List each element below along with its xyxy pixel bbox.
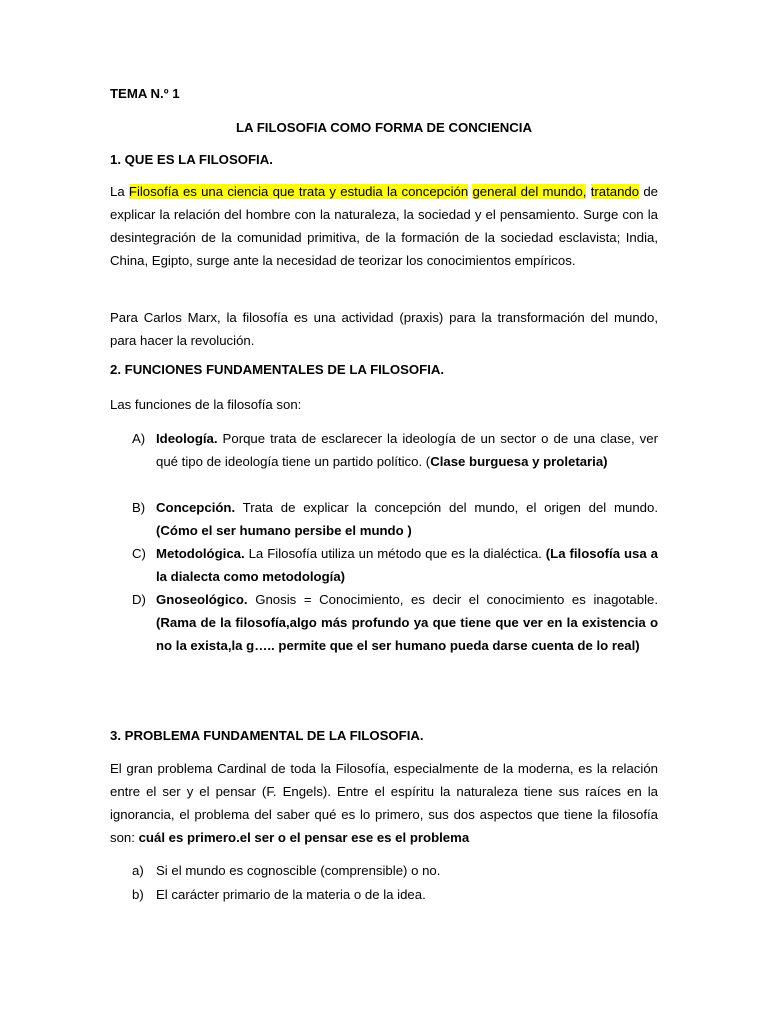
list-marker: B): [132, 500, 146, 515]
text-run: Trata de explicar la concepción del mundo, el origen del mundo.: [235, 500, 658, 515]
list-item: [110, 883, 658, 906]
list-item-text: El carácter primario de la materia o de la idea.: [156, 887, 426, 902]
list-item-text: [156, 496, 658, 542]
text-run-bold: (Rama de la filosofía,algo más profundo ya que tiene que ver en la existencia o no la exista,la g….. permite que el ser humano pueda darse cuenta de lo real): [156, 615, 658, 653]
list-item-text: Si el mundo es cognoscible (comprensible) o no.: [156, 863, 441, 878]
section-2-intro: Las funciones de la filosofía son:: [110, 397, 302, 412]
list-item-term: Concepción.: [156, 500, 236, 515]
list-item: [110, 542, 658, 588]
list-marker: A): [132, 431, 146, 446]
text-run: La Filosofía utiliza un método que es la dialéctica.: [244, 546, 546, 561]
list-item: [110, 496, 658, 542]
text-run-bold: cuál es primero.el ser o el pensar ese es el problema: [138, 830, 470, 845]
section-1-paragraph-1: [110, 180, 658, 272]
text-run: Gnosis = Conocimiento, es decir el conocimiento es inagotable.: [247, 592, 658, 607]
list-item-term: Metodológica.: [156, 546, 245, 561]
text-run-bold: (La filosofía usa a la dialecta como metodología): [156, 546, 658, 584]
section-3-heading: 3. PROBLEMA FUNDAMENTAL DE LA FILOSOFIA.: [110, 728, 424, 743]
list-item-text: [156, 542, 658, 588]
list-marker: a): [132, 863, 144, 878]
section-3-paragraph: [110, 757, 658, 849]
highlighted-text: tratando: [590, 184, 640, 199]
list-item: [110, 427, 658, 473]
list-item-term: Ideología.: [156, 431, 218, 446]
list-marker: b): [132, 887, 144, 902]
section-1-heading: 1. QUE ES LA FILOSOFIA.: [110, 152, 273, 167]
highlighted-text: general del mundo,: [472, 184, 587, 199]
list-item-text: [156, 588, 658, 657]
text-run-bold: Clase burguesa y proletaria): [430, 454, 608, 469]
text-run: Porque trata de esclarecer la ideología de un sector o de una clase, ver qué tipo de ideología tiene un partido político. (: [156, 431, 658, 469]
section-2-heading: 2. FUNCIONES FUNDAMENTALES DE LA FILOSOFIA.: [110, 362, 445, 377]
section-1-paragraph-2: Para Carlos Marx, la filosofía es una actividad (praxis) para la transformación del mundo, para hacer la revolución.: [110, 310, 658, 348]
list-marker: D): [132, 592, 146, 607]
list-item: [110, 588, 658, 657]
list-item-text: [156, 427, 658, 473]
list-item: [110, 859, 658, 882]
text-run: de explicar la relación del hombre con la naturaleza, la sociedad y el pensamiento. Surge con la desintegración de la comunidad primitiva, de la formación de la sociedad esclavista; India, China, Egipto, surge ante la necesidad de teorizar los conocimientos empíricos.: [110, 184, 658, 268]
text-run: El gran problema Cardinal de toda la Filosofía, especialmente de la moderna, es la relación entre el ser y el pensar (F. Engels). Entre el espíritu la naturaleza tiene sus raíces en la ignorancia, el problema del saber qué es lo primero, sus dos aspectos que tiene la filosofía son:: [110, 761, 658, 845]
highlighted-text: Filosofía es una ciencia que trata y estudia la concepción: [128, 184, 469, 199]
tema-label: TEMA N.º 1: [110, 86, 180, 101]
list-marker: C): [132, 546, 146, 561]
text-run-bold: (Cómo el ser humano persibe el mundo ): [156, 523, 412, 538]
list-item-term: Gnoseológico.: [156, 592, 248, 607]
text-run: La: [110, 184, 129, 199]
document-title: LA FILOSOFIA COMO FORMA DE CONCIENCIA: [236, 120, 532, 135]
